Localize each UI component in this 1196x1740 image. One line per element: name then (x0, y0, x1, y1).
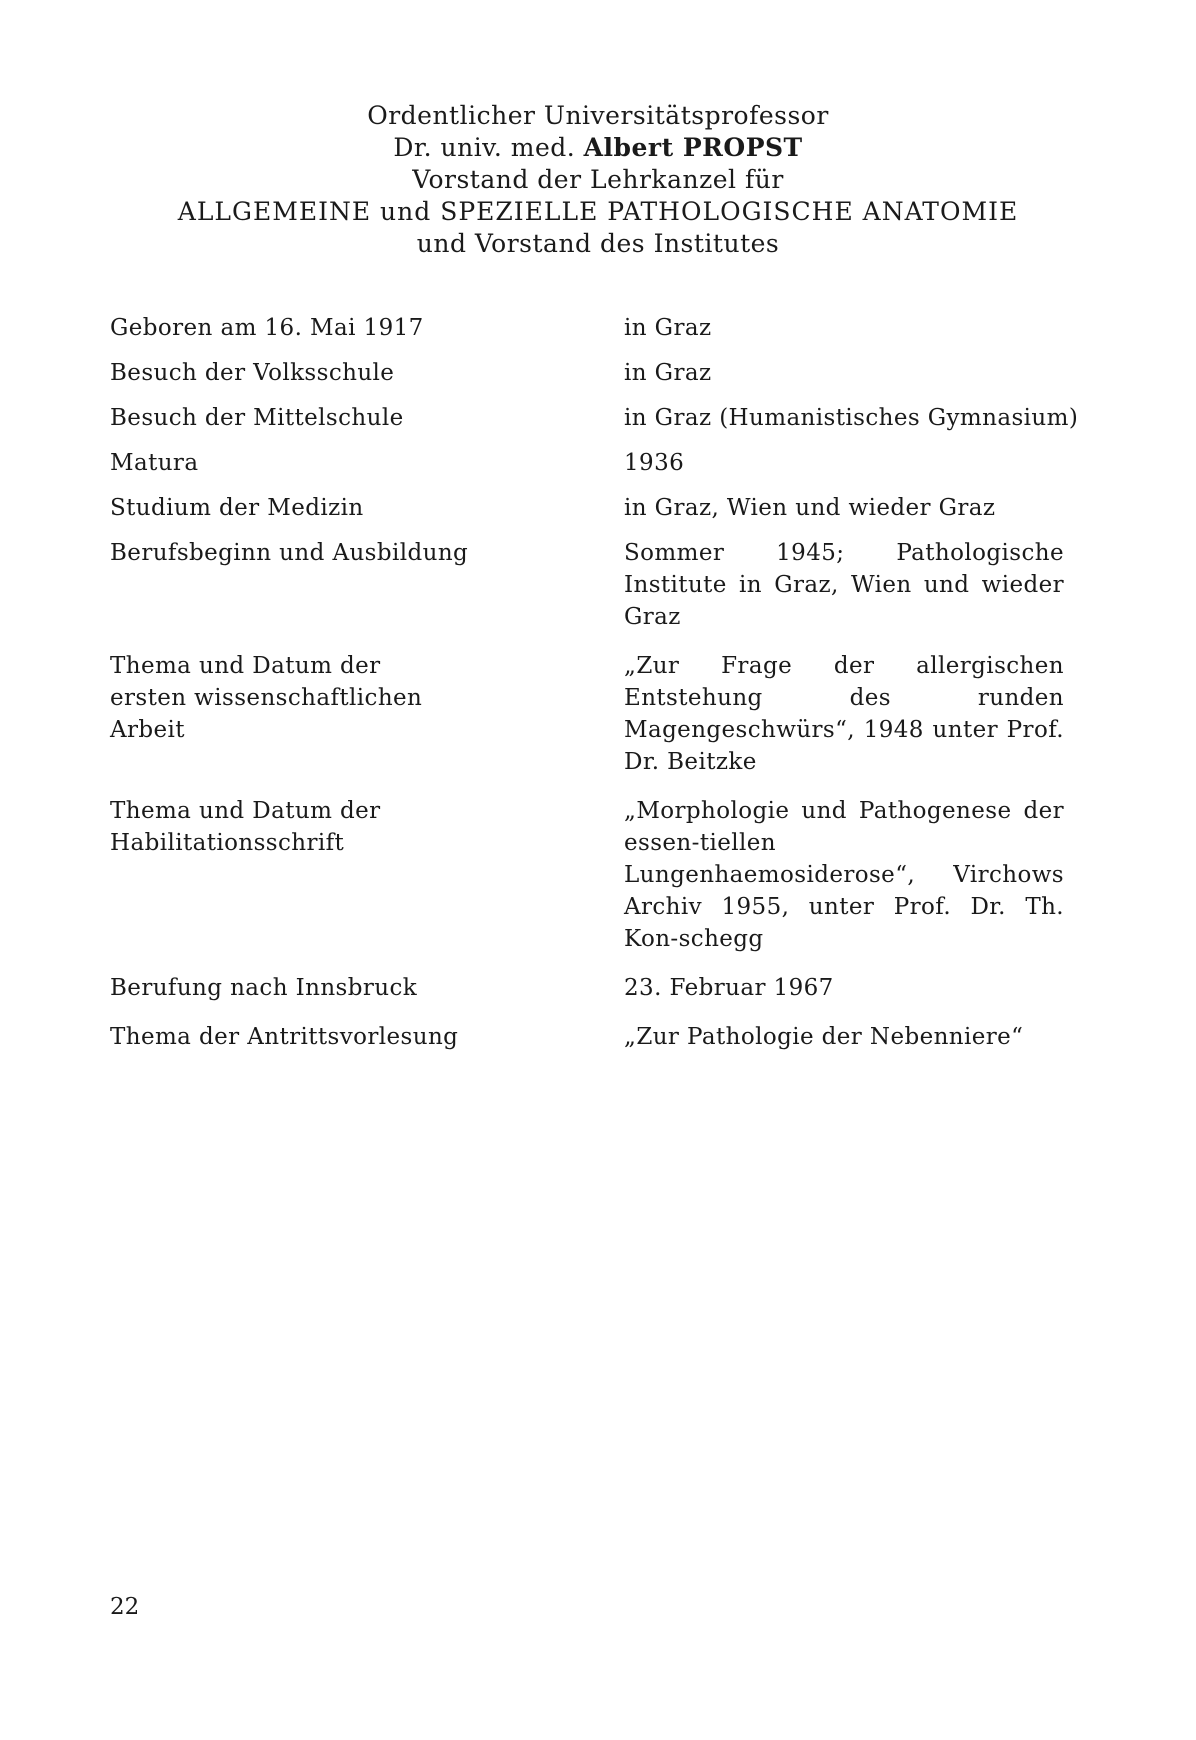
biography-row (110, 447, 1110, 479)
row-value: „Zur Pathologie der Nebenniere“ (624, 1024, 1024, 1050)
row-value: in Graz (624, 315, 712, 341)
row-label: Geboren am 16. Mai 1917 (110, 315, 424, 341)
document-header (0, 100, 1196, 260)
biography-row (110, 357, 1110, 389)
row-label: Berufung nach Innsbruck (110, 975, 418, 1001)
biography-row (110, 972, 1110, 1004)
biography-row (110, 492, 1110, 524)
row-value: 23. Februar 1967 (624, 975, 834, 1001)
row-value: Sommer 1945; Pathologische Institute in Graz, Wien und wieder Graz (624, 540, 1064, 630)
biography-row (110, 650, 1110, 778)
biography-row (110, 537, 1110, 633)
biography-row (110, 1021, 1110, 1053)
row-value: „Zur Frage der allergischen Entstehung des runden Magengeschwürs“, 1948 unter Prof. Dr. Beitzke (624, 653, 1064, 775)
row-value: in Graz (624, 360, 712, 386)
row-value: in Graz, Wien und wieder Graz (624, 495, 996, 521)
row-label: Besuch der Volksschule (110, 360, 395, 386)
header-title-line: Ordentlicher Universitätsprofessor (367, 101, 829, 130)
header-chair-line: Vorstand der Lehrkanzel für (412, 165, 784, 194)
professor-name: Albert PROPST (583, 133, 803, 162)
biography-row (110, 795, 1110, 955)
row-label: Thema und Datum der Habilitationsschrift (110, 798, 381, 856)
row-label: Thema und Datum der ersten wissenschaftlichen Arbeit (110, 653, 423, 743)
row-value: in Graz (Humanistisches Gymnasium) (624, 405, 1079, 431)
biography-row (110, 402, 1110, 434)
header-degree: Dr. univ. med. (393, 133, 584, 162)
row-label: Thema der Antrittsvorlesung (110, 1024, 459, 1050)
row-value: „Morphologie und Pathogenese der essen-tiellen Lungenhaemosiderose“, Virchows Archiv 1955, unter Prof. Dr. Th. Kon-schegg (624, 798, 1064, 952)
header-subject-line: ALLGEMEINE und SPEZIELLE PATHOLOGISCHE ANATOMIE (177, 197, 1019, 226)
row-label: Besuch der Mittelschule (110, 405, 404, 431)
biography-row (110, 312, 1110, 344)
row-value: 1936 (624, 450, 685, 476)
row-label: Studium der Medizin (110, 495, 364, 521)
page-number: 22 (110, 1594, 140, 1620)
biography-table (110, 312, 1110, 1053)
row-label: Berufsbeginn und Ausbildung (110, 540, 469, 566)
header-name-line (0, 132, 1196, 164)
row-label: Matura (110, 450, 199, 476)
header-institute-line: und Vorstand des Institutes (416, 229, 780, 258)
